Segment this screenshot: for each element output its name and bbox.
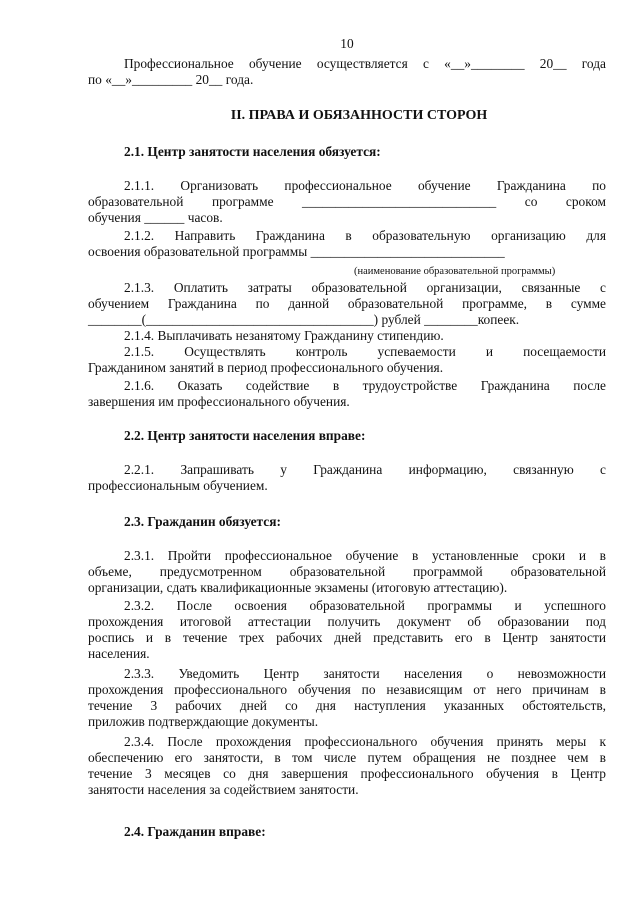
p-2-3-2-line-1: 2.3.2. После освоения образовательной программы и успешного [124,598,606,613]
p-2-3-2-line-2: прохождения итоговой аттестации получить документ об образовании под [88,614,606,629]
p-2-1-3-line-2: обучением Гражданина по данной образовательной программе, в сумме [88,296,606,311]
p-2-3-3-line-2: прохождения профессионального обучения по независящим от него причинам в [88,682,606,697]
p-2-3-3-line-3: течение 3 рабочих дней со дня наступления указанных обстоятельств, [88,698,606,713]
p-2-3-4-line-3: течение 3 месяцев со дня завершения профессионального обучения в Центр [88,766,606,781]
p-2-1-1-line-1: 2.1.1. Организовать профессиональное обучение Гражданина по [124,178,606,193]
p-2-1-2-line-2: освоения образовательной программы _____________________________ [88,244,505,259]
p-2-1-5-line-1: 2.1.5. Осуществлять контроль успеваемости и посещаемости [124,344,606,359]
p-2-3-3-line-1: 2.3.3. Уведомить Центр занятости населения о невозможности [124,666,606,681]
p-2-1-1-line-2: образовательной программе _____________________________ со сроком [88,194,606,209]
p-2-3-3-line-4: приложив подтверждающие документы. [88,714,319,729]
heading-2-4: 2.4. Гражданин вправе: [124,824,266,839]
p-2-1-2-line-1: 2.1.2. Направить Гражданина в образовательную организацию для [124,228,606,243]
p-2-3-4-line-2: обеспечению его занятости, в том числе путем обращения не позднее чем в [88,750,606,765]
p-2-1-4: 2.1.4. Выплачивать незанятому Гражданину стипендию. [124,328,444,343]
section-title: II. ПРАВА И ОБЯЗАННОСТИ СТОРОН [230,108,488,123]
p-2-3-4-line-1: 2.3.4. После прохождения профессионального обучения принять меры к [124,734,606,749]
p-2-3-4-line-4: занятости населения за содействием занятости. [88,782,359,797]
p-2-1-6-line-1: 2.1.6. Оказать содействие в трудоустройстве Гражданина после [124,378,606,393]
p-2-1-6-line-2: завершения им профессионального обучения. [88,394,350,409]
p-2-3-1-line-3: организации, сдать квалификационные экзамены (итоговую аттестацию). [88,580,508,595]
p-2-3-1-line-2: объеме, предусмотренном образовательной программой образовательной [88,564,606,579]
page-number: 10 [340,36,354,51]
p-2-3-2-line-3: роспись и в течение трех рабочих дней представить его в Центр занятости [88,630,606,645]
p-2-1-3-line-3: ________(__________________________________) рублей ________копеек. [88,312,520,327]
p-2-1-1-line-3: обучения ______ часов. [88,210,223,225]
p-2-1-5-line-2: Гражданином занятий в период профессионального обучения. [88,360,444,375]
p-2-1-2-note: (наименование образовательной программы) [354,266,556,277]
heading-2-1: 2.1. Центр занятости населения обязуется: [124,144,381,159]
heading-2-2: 2.2. Центр занятости населения вправе: [124,428,366,443]
p-2-3-2-line-4: населения. [88,646,150,661]
intro-line-1: Профессиональное обучение осуществляется с «__»________ 20__ года [124,56,606,71]
p-2-3-1-line-1: 2.3.1. Пройти профессиональное обучение в установленные сроки и в [124,548,606,563]
p-2-2-1-line-1: 2.2.1. Запрашивать у Гражданина информацию, связанную с [124,462,606,477]
p-2-2-1-line-2: профессиональным обучением. [88,478,268,493]
intro-line-2: по «__»_________ 20__ года. [88,72,254,87]
heading-2-3: 2.3. Гражданин обязуется: [124,514,281,529]
p-2-1-3-line-1: 2.1.3. Оплатить затраты образовательной организации, связанные с [124,280,606,295]
